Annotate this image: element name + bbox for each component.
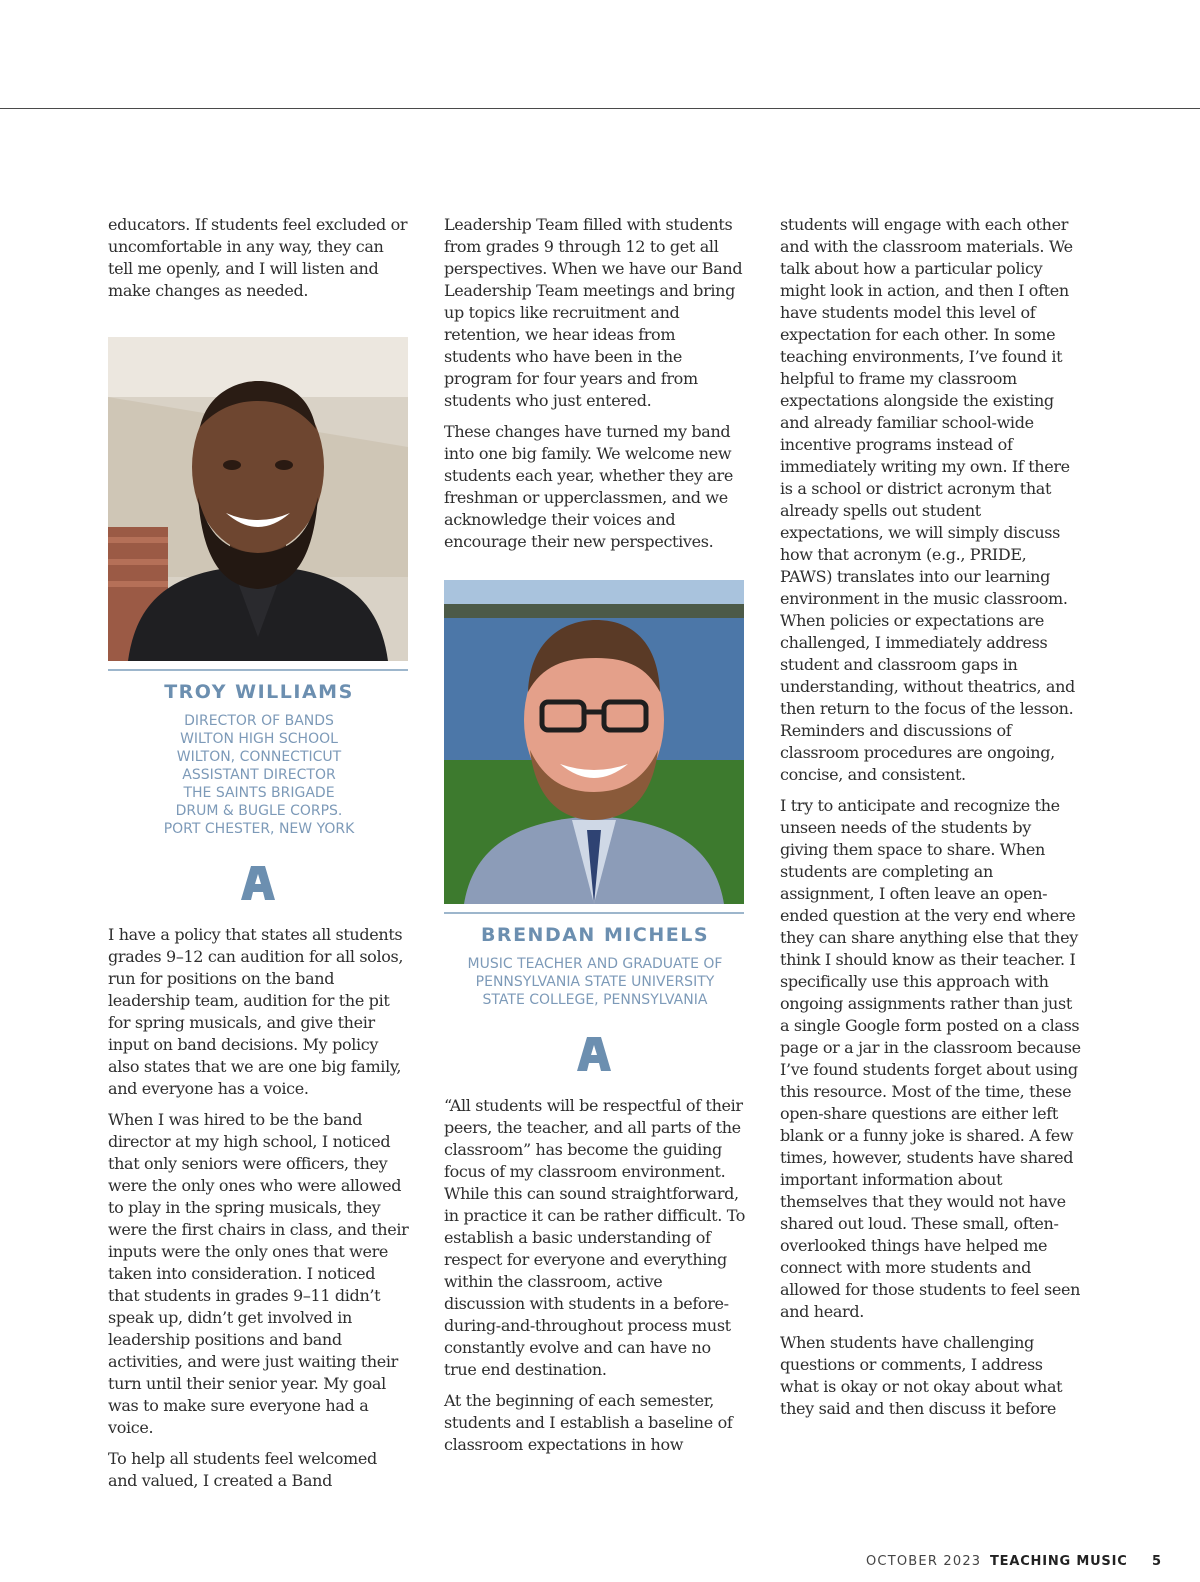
caption-rule	[444, 912, 744, 914]
brendan-michels-photo	[444, 580, 744, 904]
role-line: PORT CHESTER, NEW YORK	[163, 821, 355, 837]
paragraph: When students have challenging questions or comments, I address what is okay or not okay about what they said and then discuss it before	[780, 1333, 1063, 1418]
page-number: 5	[1152, 1554, 1162, 1569]
role-line: ASSISTANT DIRECTOR	[182, 767, 336, 783]
paragraph: educators. If students feel excluded or uncomfortable in any way, they can tell me openly, and I will listen and make changes as needed.	[108, 215, 408, 300]
troy-williams-photo	[108, 337, 408, 661]
paragraph: When I was hired to be the band director at my high school, I noticed that only seniors were officers, they were the only ones who were allowed to play in the spring musicals, they were the first chairs in class, and their inputs were the only ones that were taken into consideration. I noticed that students in grades 9–11 didn’t speak up, didn’t get involved in leadership positions and band activities, and were just waiting their turn until their senior year. My goal was to make sure everyone had a voice.	[108, 1110, 409, 1437]
answer-a-icon	[444, 1037, 744, 1075]
role-line: WILTON, CONNECTICUT	[176, 749, 342, 765]
role-line: PENNSYLVANIA STATE UNIVERSITY	[475, 974, 715, 990]
magazine-title: TEACHING MUSIC	[990, 1554, 1128, 1569]
answer-a-icon	[108, 866, 408, 904]
paragraph: These changes have turned my band into one big family. We welcome new students each year, whether they are freshman or upperclassmen, and we acknowledge their voices and encourage their new perspectives.	[444, 422, 733, 551]
role-line: STATE COLLEGE, PENNSYLVANIA	[482, 992, 708, 1008]
person-name: TROY WILLIAMS	[164, 681, 354, 703]
role-line: DIRECTOR OF BANDS	[184, 713, 334, 729]
page-footer	[0, 1554, 1200, 1574]
role-line: WILTON HIGH SCHOOL	[180, 731, 338, 747]
paragraph: “All students will be respectful of their peers, the teacher, and all parts of the classroom” has become the guiding focus of my classroom environment. While this can sound straightforward, in practice it can be rather difficult. To establish a basic understanding of respect for everyone and everything within the classroom, active discussion with students in a before-during-and-throughout process must constantly evolve and can have no true end destination.	[444, 1096, 746, 1379]
paragraph: I try to anticipate and recognize the unseen needs of the students by giving them space to share. When students are completing an assignment, I often leave an open-ended question at the very end where they can share anything else that they think I should know as their teacher. I specifically use this approach with ongoing assignments rather than just a single Google form posted on a class page or a jar in the classroom because I’ve found students forget about using this resource. Most of the time, these open-share questions are either left blank or a funny joke is shared. A few times, however, students have shared important information about themselves that they would not have shared out loud. These small, often-overlooked things have helped me connect with more students and allowed for those students to feel seen and heard.	[780, 796, 1081, 1321]
caption-rule	[108, 669, 408, 671]
person-role	[444, 955, 746, 1009]
column-2	[444, 214, 746, 1465]
paragraph: At the beginning of each semester, students and I establish a baseline of classroom expectations in how	[444, 1391, 733, 1454]
column-2-top-text	[444, 214, 746, 553]
paragraph: To help all students feel welcomed and valued, I created a Band	[108, 1449, 377, 1490]
issue-date: OCTOBER 2023	[866, 1554, 982, 1569]
paragraph: Leadership Team filled with students from grades 9 through 12 to get all perspectives. When we have our Band Leadership Team meetings and bring up topics like recruitment and retention, we hear ideas from students who have been in the program for four years and from students who just entered.	[444, 215, 743, 410]
role-line: MUSIC TEACHER AND GRADUATE OF	[467, 956, 723, 972]
column-2-bottom-text	[444, 1095, 746, 1456]
column-1	[108, 214, 410, 1501]
top-rule	[0, 108, 1200, 109]
paragraph: students will engage with each other and with the classroom materials. We talk about how a particular policy might look in action, and then I often have students model this level of expectation for each other. In some teaching environments, I’ve found it helpful to frame my classroom expectations alongside the existing and already familiar school-wide incentive programs instead of immediately writing my own. If there is a school or district acronym that already spells out student expectations, we will simply discuss how that acronym (e.g., PRIDE, PAWS) translates into our learning environment in the music classroom. When policies or expectations are challenged, I immediately address student and classroom gaps in understanding, without theatrics, and then return to the focus of the lesson. Reminders and discussions of classroom procedures are ongoing, concise, and consistent.	[780, 215, 1075, 784]
role-line: DRUM & BUGLE CORPS.	[175, 803, 343, 819]
person-role	[108, 712, 410, 838]
role-line: THE SAINTS BRIGADE	[183, 785, 335, 801]
column-1-top-text	[108, 214, 410, 302]
column-3	[780, 214, 1082, 1429]
column-1-bottom-text	[108, 924, 410, 1492]
paragraph: I have a policy that states all students grades 9–12 can audition for all solos, run for positions on the band leadership team, audition for the pit for spring musicals, and give their input on band decisions. My policy also states that we are one big family, and everyone has a voice.	[108, 925, 404, 1098]
person-name: BRENDAN MICHELS	[480, 924, 710, 946]
